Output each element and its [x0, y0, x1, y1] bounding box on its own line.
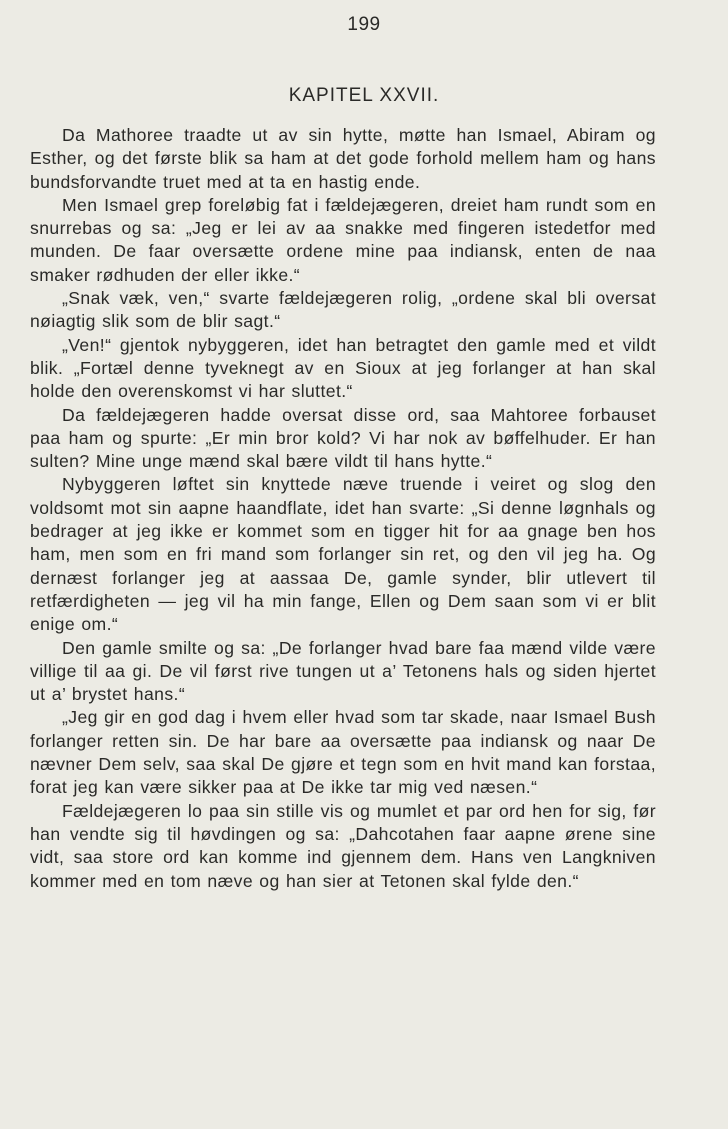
paragraph: Nybyggeren løftet sin knyttede næve truende i veiret og slog den voldsomt mot sin aapne haandflate, idet han svarte: „Si denne løgnhals og bedrager at jeg ikke er kommet som en tigger hit for aa gnage ben hos ham, men som en fri mand som forlanger sin ret, og den vil jeg ha. Og dernæst forlanger jeg at aassaa De, gamle synder, blir utlevert til retfærdigheten — jeg vil ha min fange, Ellen og Dem saan som vi er blit enige om.“	[30, 474, 656, 635]
body-text	[30, 124, 656, 893]
paragraph: Den gamle smilte og sa: „De forlanger hvad bare faa mænd vilde være villige til aa gi. De vil først rive tungen ut a’ Tetonens hals og siden hjertet ut a’ brystet hans.“	[30, 637, 656, 705]
paragraph: Da fældejægeren hadde oversat disse ord, saa Mahtoree forbauset paa ham og spurte: „Er min bror kold? Vi har nok av bøffelhuder. Er han sulten? Mine unge mænd skal bære vildt til hans hytte.“	[30, 404, 656, 472]
chapter-title: KAPITEL XXVII.	[288, 85, 440, 106]
paragraph: Fældejægeren lo paa sin stille vis og mumlet et par ord hen for sig, før han vendte sig til høvdingen og sa: „Dahcotahen faar aapne ørene sine vidt, saa store ord kan komme ind gjennem dem. Hans ven Langkniven kommer med en tom næve og han sier at Tetonen skal fylde den.“	[30, 800, 656, 891]
paragraph: Da Mathoree traadte ut av sin hytte, møtte han Ismael, Abiram og Esther, og det første blik sa ham at det gode forhold mellem ham og hans bundsforvandte truet med at ta en hastig ende.	[30, 125, 656, 192]
page-number: 199	[347, 14, 381, 35]
paragraph: „Jeg gir en god dag i hvem eller hvad som tar skade, naar Ismael Bush forlanger retten sin. De har bare aa oversætte paa indiansk og naar De nævner Dem selv, saa skal De gjøre et tegn som en hvit mand kan forstaa, forat jeg kan være sikker paa at De ikke tar mig ved næsen.“	[30, 707, 656, 798]
paragraph: „Ven!“ gjentok nybyggeren, idet han betragtet den gamle med et vildt blik. „Fortæl denne tyveknegt av en Sioux at jeg forlanger at han skal holde den overenskomst vi har sluttet.“	[30, 334, 656, 402]
paragraph: „Snak væk, ven,“ svarte fældejægeren rolig, „ordene skal bli oversat nøiagtig slik som de blir sagt.“	[30, 288, 656, 332]
paragraph: Men Ismael grep foreløbig fat i fældejægeren, dreiet ham rundt som en snurrebas og sa: „Jeg er lei av aa snakke med fingeren istedetfor med munden. De faar oversætte ordene mine paa indiansk, enten de naa smaker rødhuden der eller ikke.“	[30, 194, 656, 285]
